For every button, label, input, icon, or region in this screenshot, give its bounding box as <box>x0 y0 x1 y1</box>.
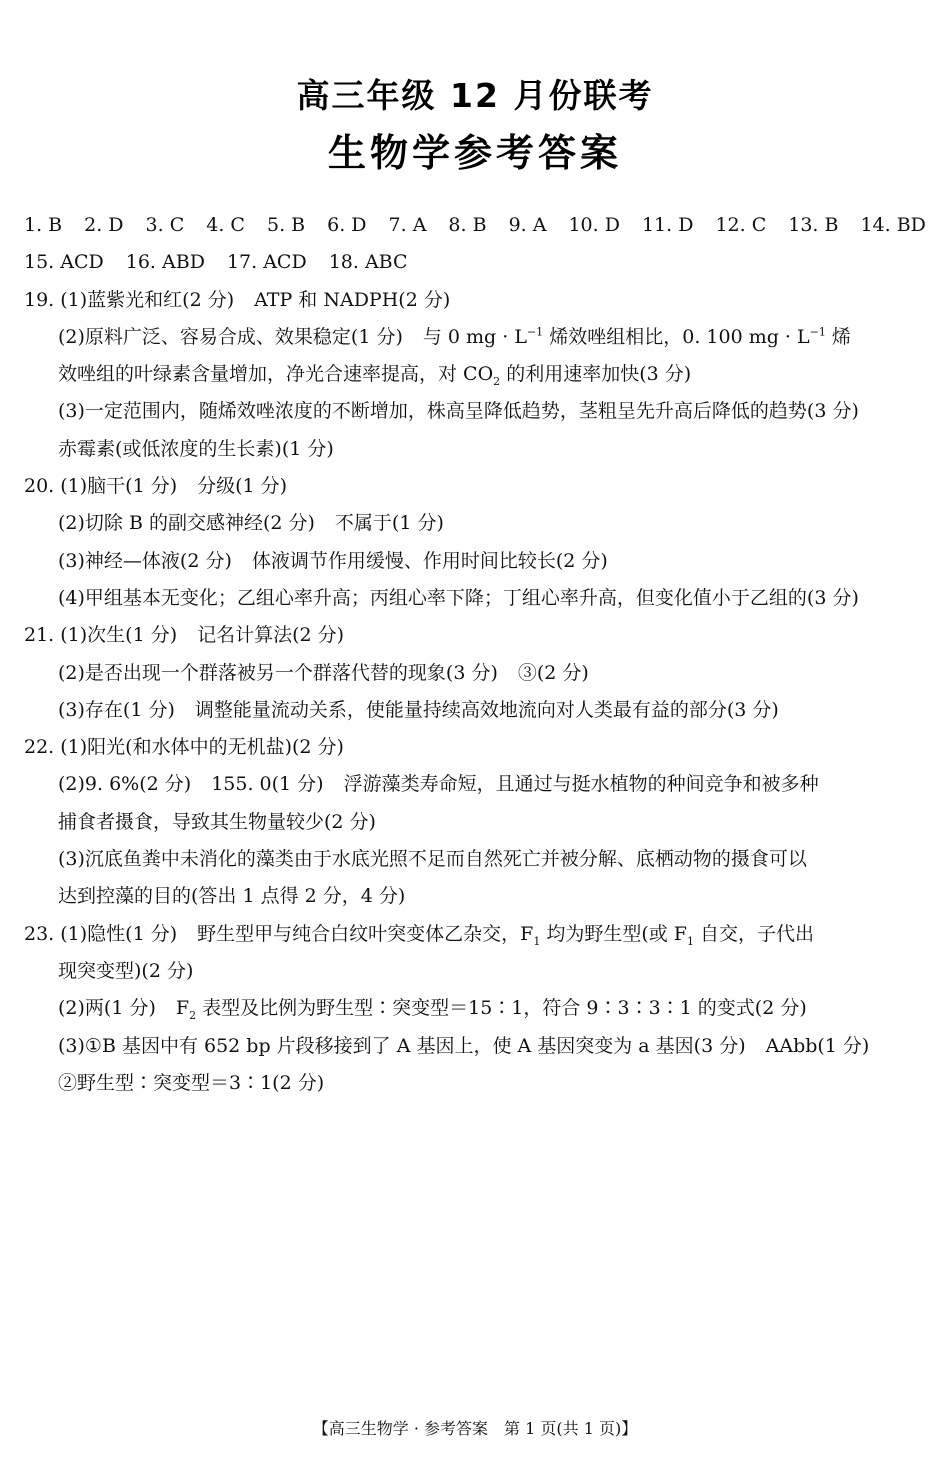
answer-text: 均为野生型(或 F <box>540 922 687 945</box>
q23-line-4 <box>24 1028 928 1065</box>
mcq-answer: 5. B <box>266 214 306 236</box>
answer-part: 调整能量流动关系，使能量持续高效地流向对人类最有益的部分(3 分) <box>194 698 779 721</box>
answer-part: 浮游藻类寿命短，且通过与挺水植物的种间竞争和被多种 <box>343 773 819 796</box>
q20-line-1 <box>24 468 928 505</box>
q23-line-1 <box>24 916 928 953</box>
answer-part: 21. (1)次生(1 分) <box>24 624 178 647</box>
q21-line-3 <box>24 692 928 729</box>
answer-part: (2)两(1 分) <box>58 997 156 1020</box>
answer-text: 的利用速率加快(3 分) <box>500 363 692 386</box>
q20-line-3 <box>24 543 928 580</box>
mcq-answer: 4. C <box>206 214 245 236</box>
q22-line-4: (3)沉底鱼粪中未消化的藻类由于水底光照不足而自然死亡并被分解、底栖动物的摄食可以 <box>58 848 807 871</box>
answer-text: 野生型甲与纯合白纹叶突变体乙杂交，F <box>197 922 534 945</box>
answer-part: 155. 0(1 分) <box>211 773 324 796</box>
q21-line-2 <box>24 655 928 692</box>
page-footer: 【高三生物学 · 参考答案 第 1 页(共 1 页)】 <box>312 1419 638 1438</box>
page-title: 高三年级 12 月份联考 <box>296 76 654 115</box>
q22-line-1: 22. (1)阳光(和水体中的无机盐)(2 分) <box>24 736 344 759</box>
answer-body <box>24 207 928 1102</box>
answer-part: (2)是否出现一个群落被另一个群落代替的现象(3 分) <box>58 661 498 684</box>
answer-part <box>197 922 815 948</box>
answer-part <box>175 997 807 1023</box>
answer-part: 分级(1 分) <box>197 475 288 498</box>
answer-part: 不属于(1 分) <box>334 512 444 535</box>
answer-text: F <box>175 997 190 1020</box>
q22-line-3: 捕食者摄食，导致其生物量较少(2 分) <box>58 810 376 833</box>
subscript: 1 <box>687 934 694 948</box>
q22-line-5: 达到控藻的目的(答出 1 点得 2 分，4 分) <box>58 885 406 908</box>
answer-part: (2)9. 6%(2 分) <box>58 773 192 796</box>
answer-part: 20. (1)脑干(1 分) <box>24 475 178 498</box>
mcq-answer: 10. D <box>568 214 620 236</box>
mcq-answer: 9. A <box>508 214 547 236</box>
q22-line-2 <box>24 766 928 803</box>
answer-part: ATP 和 NADPH(2 分) <box>254 288 451 311</box>
answer-part: (2)切除 B 的副交感神经(2 分) <box>58 512 315 535</box>
q19-line-5: 赤霉素(或低浓度的生长素)(1 分) <box>58 437 334 460</box>
mcq-answer: 3. C <box>145 214 185 236</box>
q21-line-1 <box>24 617 928 654</box>
q23-line-5: ②野生型∶突变型＝3∶1(2 分) <box>58 1071 325 1094</box>
answer-part: AAbb(1 分) <box>765 1034 870 1057</box>
mcq-answer: 11. D <box>641 214 694 236</box>
q20-line-2 <box>24 505 928 542</box>
answer-text: 自交，子代出 <box>694 922 815 945</box>
superscript: −1 <box>809 325 826 339</box>
q20-line-4: (4)甲组基本无变化；乙组心率升高；丙组心率下降；丁组心率升高，但变化值小于乙组的(3 分) <box>58 586 859 609</box>
answer-part: ③(2 分) <box>517 661 589 684</box>
subscript: 2 <box>493 374 501 388</box>
q19-line-1 <box>24 282 928 319</box>
answer-part: 23. (1)隐性(1 分) <box>24 922 178 945</box>
q19-line-3 <box>24 356 928 393</box>
answer-part: 记名计算法(2 分) <box>197 624 345 647</box>
q19-line-2 <box>24 319 928 356</box>
q19-line-4: (3)一定范围内，随烯效唑浓度的不断增加，株高呈降低趋势，茎粗呈先升高后降低的趋势(3 分) <box>58 400 859 423</box>
page-subtitle: 生物学参考答案 <box>327 131 622 175</box>
answer-part: (3)存在(1 分) <box>58 698 175 721</box>
mcq-row-2 <box>24 244 928 281</box>
answer-part: (2)原料广泛、容易合成、效果稳定(1 分) <box>58 325 403 348</box>
subscript: 1 <box>533 934 541 948</box>
mcq-row-1 <box>24 207 928 244</box>
mcq-answer: 2. D <box>84 214 124 236</box>
answer-part: (3)①B 基因中有 652 bp 片段移接到了 A 基因上，使 A 基因突变为 a 基因(3 分) <box>58 1034 746 1057</box>
q23-line-3 <box>24 990 928 1027</box>
mcq-answer: 1. B <box>24 214 63 236</box>
subscript: 2 <box>189 1009 197 1023</box>
answer-part: 体液调节作用缓慢、作用时间比较长(2 分) <box>251 549 608 572</box>
answer-text: 烯 <box>825 325 851 348</box>
mcq-answer: 14. BD <box>860 214 926 236</box>
mcq-answer: 15. ACD <box>24 251 104 274</box>
answer-text: 烯效唑组相比，0. 100 mg · L <box>543 325 810 348</box>
mcq-answer: 12. C <box>715 214 767 236</box>
mcq-answer: 13. B <box>788 214 839 236</box>
answer-part: (3)神经—体液(2 分) <box>58 549 232 572</box>
superscript: −1 <box>526 325 544 339</box>
mcq-answer: 16. ABD <box>125 251 205 274</box>
answer-text: 与 0 mg · L <box>422 325 527 348</box>
mcq-answer: 17. ACD <box>226 251 307 274</box>
answer-text: 表型及比例为野生型∶突变型＝15∶1，符合 9∶3∶3∶1 的变式(2 分) <box>196 997 807 1020</box>
answer-part <box>423 326 851 348</box>
mcq-answer: 6. D <box>327 214 367 236</box>
q23-line-2: 现突变型)(2 分) <box>58 959 194 982</box>
mcq-answer: 8. B <box>448 214 487 236</box>
answer-part: 19. (1)蓝紫光和红(2 分) <box>24 288 235 311</box>
answer-text: 效唑组的叶绿素含量增加，净光合速率提高，对 CO <box>58 363 494 386</box>
mcq-answer: 7. A <box>388 214 427 236</box>
mcq-answer: 18. ABC <box>328 251 408 274</box>
